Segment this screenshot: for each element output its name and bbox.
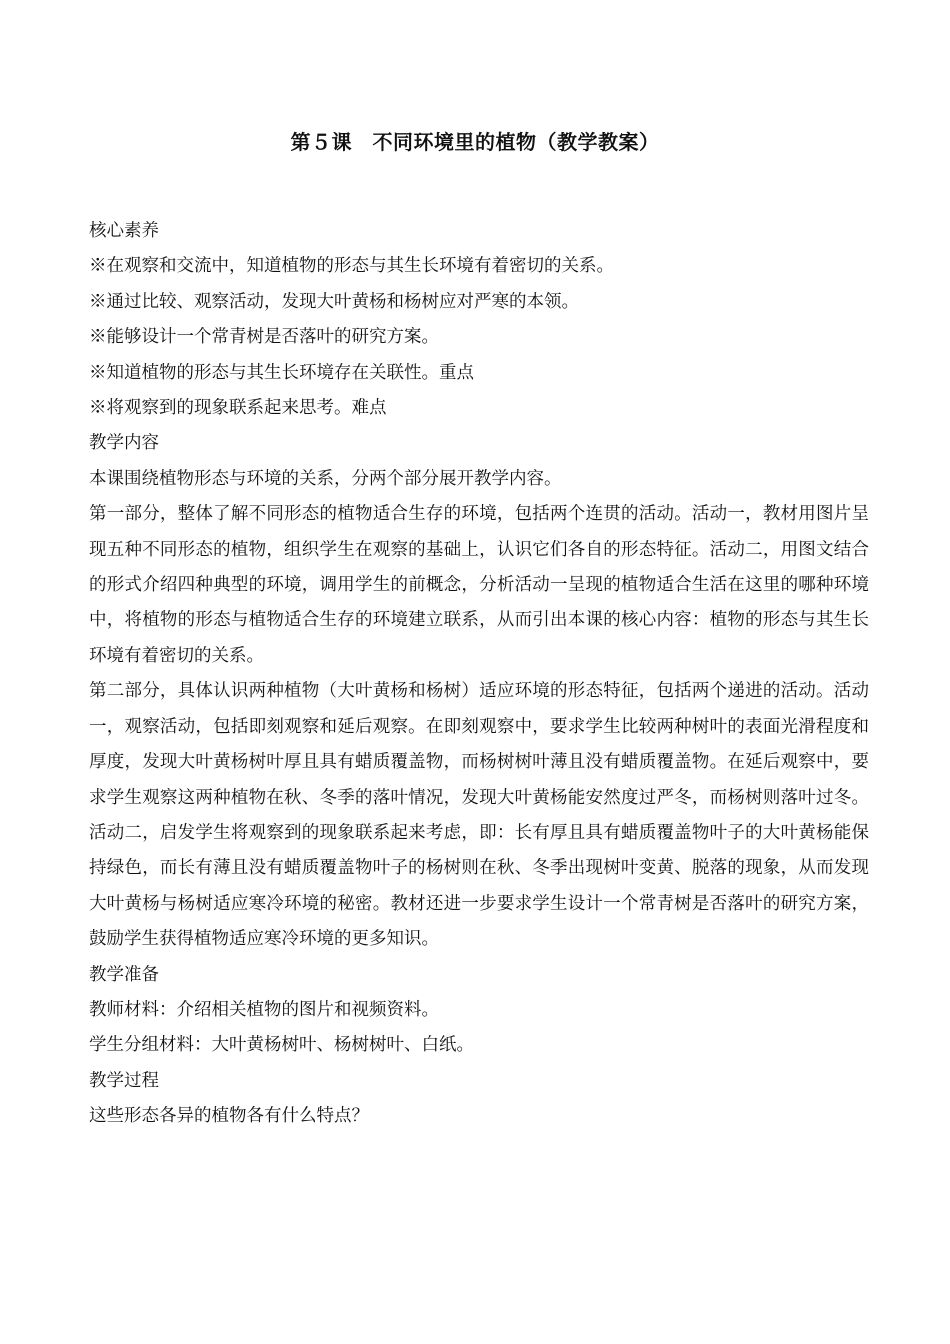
- core-literacy-item: ※在观察和交流中，知道植物的形态与其生长环境有着密切的关系。: [89, 256, 614, 277]
- teaching-content-paragraph: 第二部分，具体认识两种植物（大叶黄杨和杨树）适应环境的形态特征，包括两个递进的活动。活动一，观察活动，包括即刻观察和延后观察。在即刻观察中，要求学生比较两种树叶的表面光滑程度和厚度，发现大叶黄杨树叶厚且具有蜡质覆盖物，而杨树树叶薄且没有蜡质覆盖物。在延后观察中，要求学生观察这两种植物在秋、冬季的落叶情况，发现大叶黄杨能安然度过严冬，而杨树则落叶过冬。活动二，启发学生将观察到的现象联系起来考虑，即：长有厚且具有蜡质覆盖物叶子的大叶黄杨能保持绿色，而长有薄且没有蜡质覆盖物叶子的杨树则在秋、冬季出现树叶变黄、脱落的现象，从而发现大叶黄杨与杨树适应寒冷环境的秘密。教材还进一步要求学生设计一个常青树是否落叶的研究方案，鼓励学生获得植物适应寒冷环境的更多知识。: [89, 681, 869, 950]
- core-literacy-item: ※通过比较、观察活动，发现大叶黄杨和杨树应对严寒的本领。: [89, 291, 579, 312]
- section-heading-teaching-process: 教学过程: [89, 1070, 159, 1091]
- core-literacy-item-key-point: ※知道植物的形态与其生长环境存在关联性。重点: [89, 362, 474, 383]
- section-heading-teaching-preparation: 教学准备: [89, 964, 159, 985]
- page-title: 第５课 不同环境里的植物（教学教案）: [290, 130, 660, 154]
- core-literacy-item: ※能够设计一个常青树是否落叶的研究方案。: [89, 327, 439, 348]
- section-heading-teaching-content: 教学内容: [89, 433, 159, 454]
- section-heading-core-literacy: 核心素养: [89, 221, 159, 241]
- teaching-content-paragraph: 本课围绕植物形态与环境的关系，分两个部分展开教学内容。: [89, 468, 562, 489]
- teaching-content-paragraph: 第一部分，整体了解不同形态的植物适合生存的环境，包括两个连贯的活动。活动一，教材用图片呈现五种不同形态的植物，组织学生在观察的基础上，认识它们各自的形态特征。活动二，用图文结合的形式介绍四种典型的环境，调用学生的前概念，分析活动一呈现的植物适合生活在这里的哪种环境中，将植物的形态与植物适合生存的环境建立联系，从而引出本课的核心内容：植物的形态与其生长环境有着密切的关系。: [89, 504, 869, 666]
- document-body: [89, 214, 869, 1135]
- core-literacy-item-difficulty: ※将观察到的现象联系起来思考。难点: [89, 398, 387, 419]
- teaching-process-item: 这些形态各异的植物各有什么特点？: [89, 1106, 369, 1127]
- teaching-preparation-item: 学生分组材料：大叶黄杨树叶、杨树树叶、白纸。: [89, 1035, 474, 1056]
- teaching-preparation-item: 教师材料：介绍相关植物的图片和视频资料。: [89, 999, 439, 1020]
